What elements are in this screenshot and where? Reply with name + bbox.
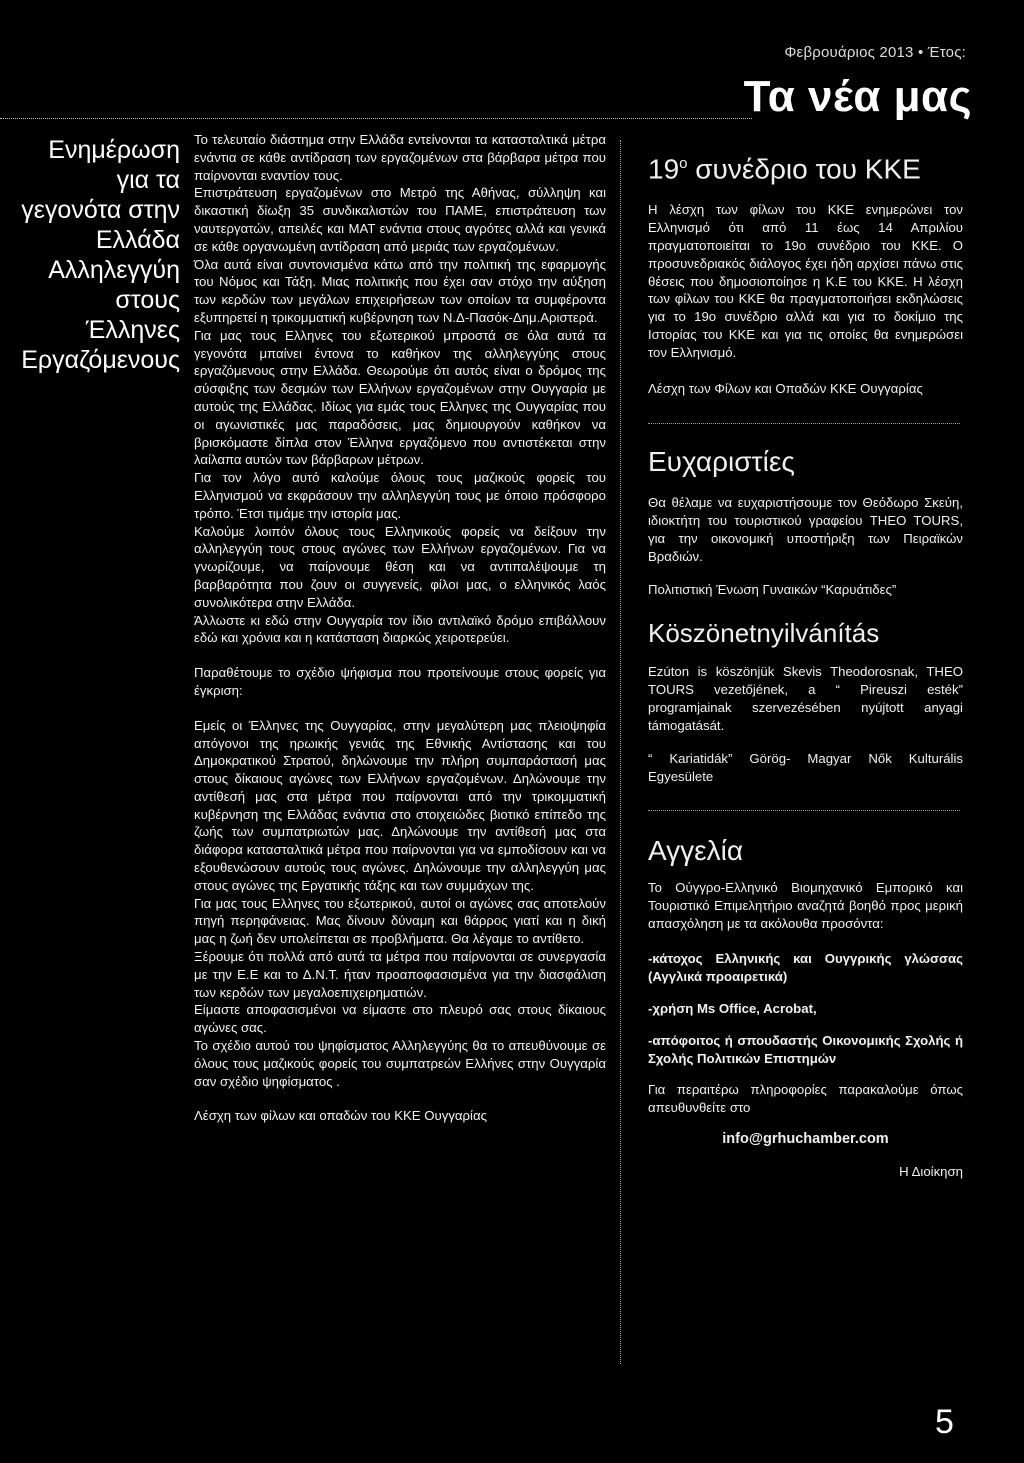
resolution-paragraph: Είμαστε αποφασισμένοι να είμαστε στο πλευρό σας στους δίκαιους αγώνες σας.: [194, 1002, 606, 1036]
sidebar-heading: [10, 135, 180, 375]
article-paragraph: Όλα αυτά είναι συντονισμένα κάτω από την πολιτική της εφαρμογής του Νόμος και Τάξη. Μιας πολιτικής που έχει σαν στόχο την αύξηση των κερδών των μεγάλων επιχειρήσεων των οποίων τα συμφέροντα εξυπηρετεί η τρικομματική κυβέρνηση των Ν.Δ-Πασόκ-Δημ.Αριστερά.: [194, 256, 606, 325]
article-paragraph: Το τελευταίο διάστημα στην Ελλάδα εντείνονται τα κατασταλτικά μέτρα ενάντια σε κάθε αντίδραση των εργαζομένων στα βάρβαρα μέτρα που παίρνονται εναντίον τους.: [194, 132, 606, 183]
thanks-hu-org: “ Kariatidák” Görög- Magyar Nők Kulturális Egyesülete: [648, 751, 963, 785]
sidebar-heading-line: Ενημέρωση: [48, 136, 180, 164]
thanks-hu-text: Ezúton is köszönjük Skevis Theodorosnak, THEO TOURS vezetőjének, a “ Pireuszi esték” programjainak szervezésében nyújtott anyagi támogatását.: [648, 664, 963, 733]
resolution-paragraph: Για μας τους Ελληνες του εξωτερικού, αυτοί οι αγώνες σας αποτελούν πηγή περηφάνειας. Μας δίνουν δύναμη και θάρρος γιατί και η δική μας η ζωή δεν υπολείπεται σε προβλήματα. Θα λέγαμε το αντίθετο.: [194, 895, 606, 947]
sidebar-heading-line: στους: [115, 286, 180, 314]
thanks-hu-title: Köszönetnyilvánítás: [648, 618, 880, 649]
ad-title: Αγγελία: [648, 835, 744, 867]
section-divider: [648, 810, 960, 811]
issue-date-line: Φεβρουάριος 2013 • Έτος:: [784, 44, 966, 61]
resolution-intro: Παραθέτουμε το σχέδιο ψήφισμα που προτείνουμε στους φορείς για έγκριση:: [194, 665, 606, 698]
sidebar-heading-line: Έλληνες: [85, 316, 180, 344]
header-divider: [0, 118, 752, 119]
ad-requirement: -χρήση Ms Office, Acrobat,: [648, 1001, 817, 1017]
sidebar-heading-line: Αλληλεγγύη: [48, 256, 180, 284]
resolution-paragraph: Το σχέδιο αυτού του ψηφίσματος Αλληλεγγύης θα το απευθύνουμε σε όλους τους μαζικούς φορείς του συμπατρεών Ελλήνες στην Ουγγαρία σαν σχέδιο ψηφίσματος .: [194, 1038, 606, 1089]
sidebar-heading-line: Ελλάδα: [95, 226, 180, 254]
thanks-org: Πολιτιστική Ένωση Γυναικών “Καρυάτιδες”: [648, 582, 897, 598]
section-divider: [648, 423, 960, 424]
main-article: [194, 131, 606, 1125]
resolution-paragraph: Εμείς οι Έλληνες της Ουγγαρίας, στην μεγαλύτερη μας πλειοψηφία απόγονοι της ηρωικής γενιάς της Εθνικής Αντίστασης και του Δημοκρατικού Στρατού, δηλώνουμε την πλήρη συμπαράστασή μας στους δίκαιους αγώνες των Ελλήνων εργαζομένων. Δηλώνουμε την αντίθεσή μας στα μέτρα που παίρνονται από την τρικομματική κυβέρνηση της Ελλάδας ενάντια στο στοιχειώδες βιοτικό επίπεδο της ζωής των συμπατριωτών μας. Δηλώνουμε την αντίθεσή μας στα διάφορα κατασταλτικά μέτρα που παίρνονται για να εμποδίσουν και να εξουθενώσουν αυτούς τους αγώνες. Δηλώνουμε την αλληλεγγύη μας στους αγώνες της Εργατικής τάξης και των συμμάχων της.: [194, 717, 606, 893]
masthead-title: Τα νέα μας: [743, 72, 972, 121]
ad-requirement: -κάτοχος Ελληνικής και Ουγγρικής γλώσσας (Αγγλικά προαιρετικά): [648, 951, 963, 985]
ad-signature: Η Διοίκηση: [899, 1163, 963, 1179]
sidebar-heading-line: γεγονότα στην: [21, 196, 180, 224]
column-divider: [620, 140, 621, 1364]
ad-requirement: -απόφοιτος ή σπουδαστής Οικονομικής Σχολής ή Σχολής Πολιτικών Επιστημών: [648, 1032, 963, 1066]
sidebar-heading-line: για τα: [116, 166, 180, 194]
article-paragraph: Για τον λόγο αυτό καλούμε όλους τους μαζικούς φορείς του Ελληνισμού να εκφράσουν την αλληλεγγύη τους με όποιο πρόσφορο τρόπο. Έτσι τιμάμε την ιστορία μας.: [194, 470, 606, 521]
ad-contact-text: Για περαιτέρω πληροφορίες παρακαλούμε όπως απευθυνθείτε στο: [648, 1082, 963, 1116]
page-number: 5: [935, 1403, 954, 1441]
thanks-text: Θα θέλαμε να ευχαριστήσουμε τον Θεόδωρο Σκεύη, ιδιοκτήτη του τουριστικού γραφείου THEO TOURS, για την οικονομική υποστήριξη των Πειραϊκών Βραδιών.: [648, 495, 963, 564]
sidebar-heading-line: Εργαζόμενους: [21, 346, 180, 374]
article-paragraph: Επιστράτευση εργαζομένων στο Μετρό της Αθήνας, σύλληψη και δικαστική δίωξη 35 συνδικαλιστών του ΠΑΜΕ, επιστράτευση των ναυτεργατών, απειλές και ΜΑΤ ενάντια στους αγρότες αλλά και γενικά σε κάθε οργανωμένη αντίδραση από μεριάς των εργαζομένων.: [194, 185, 606, 254]
ad-text: Το Ούγγρο-Ελληνικό Βιομηχανικό Εμπορικό και Τουριστικό Επιμελητήριο αναζητά βοηθό προς μερική απασχόληση με τα ακόλουθα προσόντα:: [648, 880, 963, 931]
thanks-title: Ευχαριστίες: [648, 446, 795, 478]
article-paragraph: Καλούμε λοιπόν όλους τους Ελληνικούς φορείς να δείξουν την αλληλεγγύη τους στους αγώνες των Ελλήνων εργαζομένων. Για να γνωρίζουμε, να παίρνουμε θέση και να αντιπαλέψουμε τη βαρβαρότητα που ζουν οι συγγενείς, φίλοι μας, ο ελληνικός λαός συνολικότερα στην Ελλάδα.: [194, 523, 606, 610]
congress-text: Η λέσχη των φίλων του ΚΚΕ ενημερώνει τον Ελληνισμό ότι από 11 έως 14 Απριλίου πραγματοποιείται το 19ο συνέδριο του ΚΚΕ. Ο προσυνεδριακός διάλογος έχει ήδη αρχίσει πάνω στις θέσεις που δημοσιοποίησε η Κ.Ε του ΚΚΕ. Η λέσχη των φίλων του ΚΚΕ θα πραγματοποιήσει εκδηλώσεις για το 19ο συνέδριο αλλά και για το δοκίμιο της Ιστορίας του ΚΚΕ και για τις οποίες θα ενημερώσει τον Ελληνισμό.: [648, 202, 963, 360]
article-paragraph: Για μας τους Ελληνες του εξωτερικού μπροστά σε όλα αυτά τα γεγονότα μπαίνει έντονα το καθήκον της αλληλεγγύης στους εργαζόμενους στην Ελλάδα. Θεωρούμε ότι αυτός είναι ο δρόμος της σύσφιξης των δεσμών των Ελλήνων εργαζομένων στην Ουγγαρία με αυτούς της Ελλάδας. Ιδίως για εμάς τους Ελληνες της Ουγγαρίας που οι αγωνιστικές μας παραδόσεις, μας δημιουργούν καθήκον να βρισκόμαστε δίπλα στον Έλληνα εργαζόμενο που αντιστέκεται στην λαίλαπα αυτών των βάρβαρων μέτρων.: [194, 327, 606, 468]
article-paragraph: Άλλωστε κι εδώ στην Ουγγαρία τον ίδιο αντιλαϊκό δρόμο επιβάλλουν εδώ και χρόνια και η κατάσταση διαρκώς χειροτερεύει.: [194, 612, 606, 646]
resolution-paragraph: Ξέρουμε ότι πολλά από αυτά τα μέτρα που παίρνονται σε συνεργασία με την Ε.Ε και το Δ.Ν.Τ. ήταν προαποφασισμένα για την διασφάλιση των κερδών των μεγαλοεπιχειρηματιών.: [194, 949, 606, 1000]
congress-title: $19^o$ συνέδριο του ΚΚΕ: [648, 153, 921, 185]
congress-signature: Λέσχη των Φίλων και Οπαδών ΚΚΕ Ουγγαρίας: [648, 380, 923, 396]
ad-email-link[interactable]: info@grhuchamber.com: [722, 1131, 889, 1148]
article-signature: Λέσχη των φίλων και οπαδών του ΚΚΕ Ουγγαρίας: [194, 1108, 487, 1124]
right-column: [648, 148, 963, 1181]
